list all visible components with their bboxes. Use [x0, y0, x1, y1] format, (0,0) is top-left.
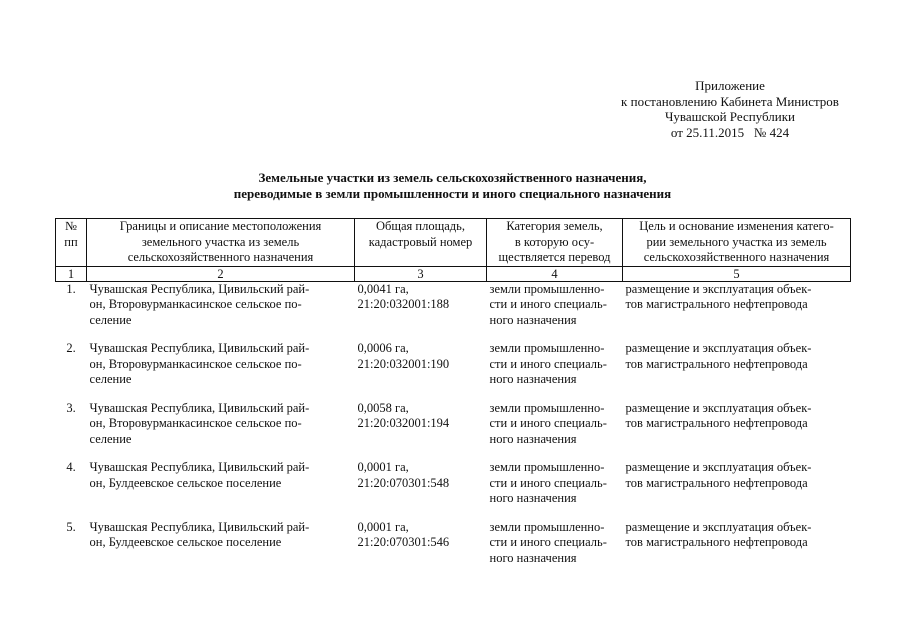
row-area-cadastral-line: 21:20:070301:548	[357, 475, 450, 490]
row-area-cadastral-line: 0,0006 га,	[357, 341, 409, 355]
row-location-line: Чувашская Республика, Цивильский рай-	[89, 460, 310, 474]
row-area-cadastral-line: 0,0001 га,	[357, 460, 409, 474]
row-location-line: Чувашская Республика, Цивильский рай-	[89, 400, 310, 415]
row-purpose-line: тов магистрального нефтепровода	[625, 475, 808, 490]
row-category-line: земли промышленно-	[489, 281, 605, 296]
row-category-line: ного назначения	[489, 491, 577, 505]
appendix-republic: Чувашской Республики	[664, 109, 796, 124]
column-number: 1	[56, 266, 87, 281]
title-line-2: переводимые в земли промышленности и иного специального назначения	[233, 186, 672, 201]
row-area-cadastral-line: 21:20:032001:190	[357, 356, 450, 371]
row-category-line: ного назначения	[489, 431, 577, 446]
land-plots-table	[55, 218, 851, 579]
row-purpose	[623, 520, 851, 580]
header-text: земельного участка из земель	[141, 234, 300, 249]
row-location-line: он, Второвурманкасинское сельское по-	[89, 416, 302, 430]
row-location-line: Чувашская Республика, Цивильский рай-	[89, 341, 310, 355]
row-category-line: земли промышленно-	[489, 400, 605, 415]
title-line-1: Земельные участки из земель сельскохозяйственного назначения,	[258, 170, 647, 185]
header-text: кадастровый номер	[368, 234, 473, 249]
row-location-line: он, Второвурманкасинское сельское по-	[89, 356, 302, 371]
header-text: в которую осу-	[514, 234, 595, 249]
row-category-line: земли промышленно-	[489, 341, 605, 355]
header-location	[87, 219, 355, 267]
header-text: Границы и описание местоположения	[119, 219, 322, 233]
row-purpose	[623, 401, 851, 461]
table-header	[56, 219, 851, 282]
table-row	[56, 281, 851, 341]
column-number: 4	[487, 266, 623, 281]
row-purpose-line: размещение и эксплуатация объек-	[625, 460, 812, 474]
row-area-cadastral	[355, 520, 487, 580]
row-category	[487, 281, 623, 341]
row-category-line: земли промышленно-	[489, 519, 605, 534]
row-purpose-line: тов магистрального нефтепровода	[625, 356, 808, 371]
header-purpose	[623, 219, 851, 267]
row-purpose-line: тов магистрального нефтепровода	[625, 416, 808, 430]
header-text: Категория земель,	[506, 219, 603, 233]
row-area-cadastral	[355, 401, 487, 461]
column-number: 2	[87, 266, 355, 281]
appendix-header	[600, 78, 860, 140]
header-text: пп	[64, 234, 78, 249]
row-number: 1.	[66, 281, 76, 296]
row-category-line: сти и иного специаль-	[489, 475, 607, 490]
column-number: 5	[623, 266, 851, 281]
row-area-cadastral	[355, 341, 487, 401]
table-row	[56, 460, 851, 520]
row-location-line: он, Булдеевское сельское поселение	[89, 535, 282, 549]
row-area-cadastral-line: 0,0058 га,	[357, 400, 409, 415]
row-category	[487, 520, 623, 580]
row-location-line: селение	[89, 372, 132, 386]
row-location-line: Чувашская Республика, Цивильский рай-	[89, 281, 310, 296]
row-area-cadastral	[355, 460, 487, 520]
row-location-line: селение	[89, 312, 132, 327]
header-text: рии земельного участка из земель	[646, 234, 827, 249]
row-location-line: он, Второвурманкасинское сельское по-	[89, 297, 302, 311]
row-category-line: сти и иного специаль-	[489, 535, 607, 549]
row-number: 2.	[66, 341, 76, 355]
column-numbers-row	[56, 266, 851, 281]
row-number: 3.	[66, 400, 76, 415]
row-purpose-line: тов магистрального нефтепровода	[625, 297, 808, 311]
header-text: ществляется перевод	[498, 250, 611, 264]
row-area-cadastral-line: 21:20:032001:188	[357, 297, 450, 311]
row-purpose-line: размещение и эксплуатация объек-	[625, 341, 812, 355]
appendix-label: Приложение	[695, 78, 765, 93]
appendix-date-number: от 25.11.2015 № 424	[670, 124, 790, 140]
header-area	[355, 219, 487, 267]
header-text: сельскохозяйственного назначения	[127, 250, 314, 264]
row-area-cadastral-line: 0,0001 га,	[357, 519, 409, 534]
header-text: №	[65, 219, 77, 233]
table-row	[56, 341, 851, 401]
row-location	[87, 341, 355, 401]
row-category-line: ного назначения	[489, 312, 577, 327]
table-body	[56, 281, 851, 579]
row-category	[487, 341, 623, 401]
row-purpose-line: размещение и эксплуатация объек-	[625, 400, 812, 415]
row-area-cadastral-line: 0,0041 га,	[357, 281, 409, 296]
row-purpose-line: размещение и эксплуатация объек-	[625, 281, 812, 296]
row-location-line: селение	[89, 431, 132, 446]
row-location-line: он, Булдеевское сельское поселение	[89, 475, 282, 490]
document-title	[100, 170, 805, 202]
row-purpose	[623, 281, 851, 341]
appendix-resolution: к постановлению Кабинета Министров	[621, 93, 839, 109]
row-category	[487, 460, 623, 520]
header-text: сельскохозяйственного назначения	[643, 250, 830, 264]
row-purpose	[623, 341, 851, 401]
header-category	[487, 219, 623, 267]
header-text: Цель и основание изменения катего-	[639, 219, 834, 233]
row-purpose-line: размещение и эксплуатация объек-	[625, 519, 812, 534]
row-category-line: ного назначения	[489, 550, 577, 565]
row-purpose	[623, 460, 851, 520]
row-area-cadastral-line: 21:20:032001:194	[357, 416, 450, 430]
row-location	[87, 401, 355, 461]
row-purpose-line: тов магистрального нефтепровода	[625, 535, 808, 549]
row-category-line: земли промышленно-	[489, 460, 605, 474]
column-number: 3	[355, 266, 487, 281]
row-location	[87, 520, 355, 580]
table-row	[56, 401, 851, 461]
row-location-line: Чувашская Республика, Цивильский рай-	[89, 519, 310, 534]
header-text: Общая площадь,	[376, 219, 465, 233]
row-number: 4.	[66, 460, 76, 474]
header-row	[56, 219, 851, 267]
row-category-line: сти и иного специаль-	[489, 416, 607, 430]
row-number: 5.	[66, 519, 76, 534]
header-number	[56, 219, 87, 267]
row-category-line: сти и иного специаль-	[489, 356, 607, 371]
row-category	[487, 401, 623, 461]
row-category-line: сти и иного специаль-	[489, 297, 607, 311]
row-area-cadastral	[355, 281, 487, 341]
table-row	[56, 520, 851, 580]
row-location	[87, 281, 355, 341]
row-category-line: ного назначения	[489, 372, 577, 386]
row-location	[87, 460, 355, 520]
row-area-cadastral-line: 21:20:070301:546	[357, 535, 450, 549]
